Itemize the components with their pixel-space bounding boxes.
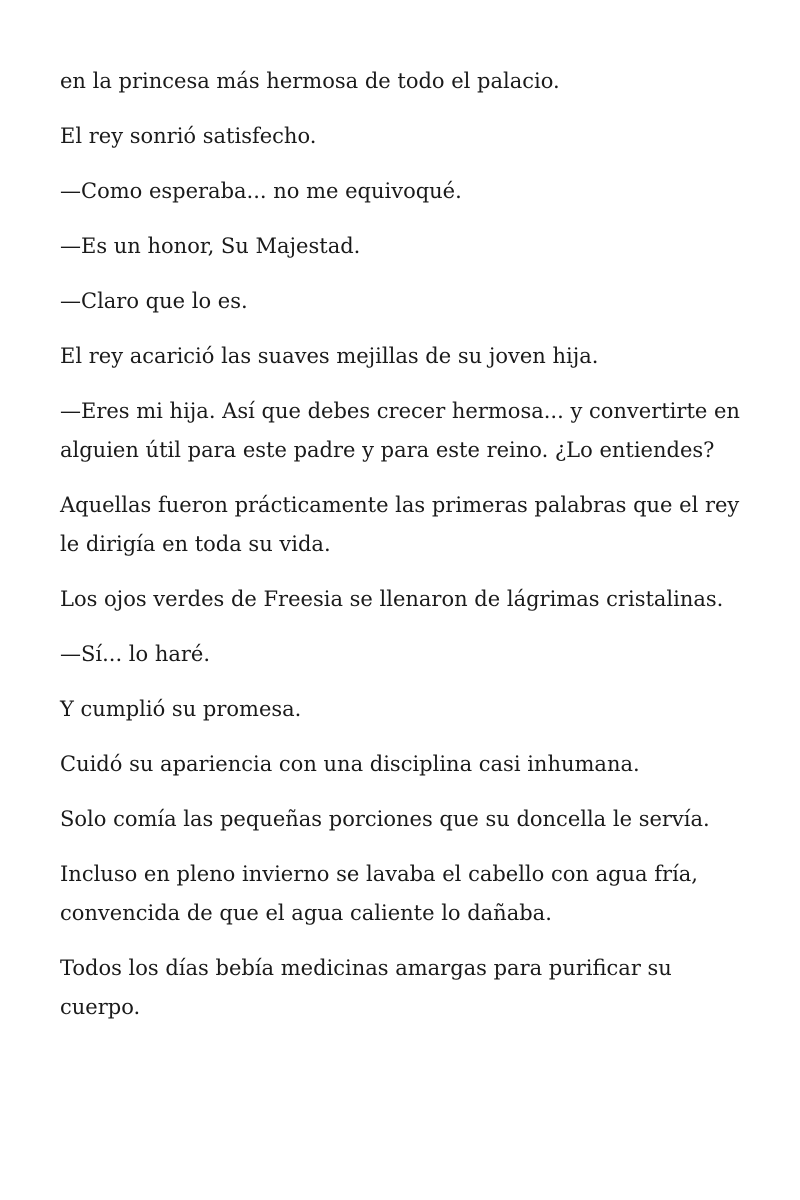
paragraph: Solo comía las pequeñas porciones que su doncella le servía.: [60, 807, 710, 831]
paragraph: Cuidó su apariencia con una disciplina casi inhumana.: [60, 752, 640, 776]
paragraph: Todos los días bebía medicinas amargas para purificar su cuerpo.: [60, 956, 672, 1019]
paragraph: Los ojos verdes de Freesia se llenaron de lágrimas cristalinas.: [60, 587, 724, 611]
reading-page: [60, 62, 750, 1043]
paragraph: Incluso en pleno invierno se lavaba el cabello con agua fría, convencida de que el agua caliente lo dañaba.: [60, 862, 698, 925]
paragraph: Y cumplió su promesa.: [60, 697, 302, 721]
paragraph: —Eres mi hija. Así que debes crecer hermosa... y convertirte en alguien útil para este padre y para este reino. ¿Lo entiendes?: [60, 399, 740, 462]
paragraph: —Como esperaba... no me equivoqué.: [60, 179, 462, 203]
paragraph: —Es un honor, Su Majestad.: [60, 234, 361, 258]
paragraph: El rey acarició las suaves mejillas de su joven hija.: [60, 344, 599, 368]
paragraph: El rey sonrió satisfecho.: [60, 124, 317, 148]
paragraph: en la princesa más hermosa de todo el palacio.: [60, 69, 560, 93]
paragraph: —Sí... lo haré.: [60, 642, 211, 666]
paragraph: —Claro que lo es.: [60, 289, 248, 313]
paragraph: Aquellas fueron prácticamente las primeras palabras que el rey le dirigía en toda su vida.: [60, 493, 740, 556]
